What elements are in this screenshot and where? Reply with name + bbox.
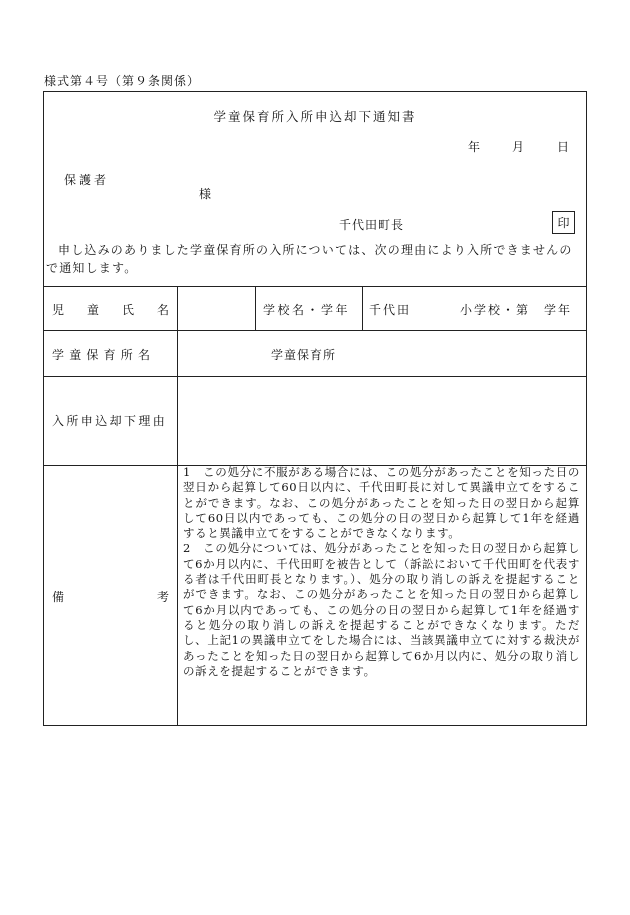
seal-label: 印 xyxy=(557,216,570,230)
notice-form xyxy=(43,91,587,726)
school-label-right-border xyxy=(362,286,363,330)
remarks-label xyxy=(52,588,169,605)
row-divider-2 xyxy=(44,376,586,377)
remarks-item-2: 2 この処分については、処分があったことを知った日の翌日から起算して6か月以内に、千代田町を被告として（訴訟において千代田町を代表する者は千代田町長となります。）、処分の取り消しの訴えを提起することができます。なお、この処分があったことを知った日の翌日から起算して6か月以内であっても、この処分の日の翌日から起算して1年を経過すると処分の取り消しの訴えを提起することができなくなります。ただし、上記1の異議申立てをした場合には、当該異議申立てに対する裁決があったことを知った日の翌日から起算して6か月以内に、処分の取り消しの訴えを提起することができます。 xyxy=(183,541,580,678)
table-top-border xyxy=(44,286,586,287)
school-label-left-border xyxy=(255,286,256,330)
child-name-label-char: 氏 xyxy=(121,303,134,317)
date-month-label: 月 xyxy=(512,140,525,154)
child-name-label-char: 童 xyxy=(86,303,99,317)
row-divider-1 xyxy=(44,330,586,331)
school-grade-value: 小学校・第 学年 xyxy=(460,303,573,317)
remarks-text xyxy=(177,465,586,679)
child-name-label xyxy=(52,301,169,318)
date-day-label: 日 xyxy=(557,140,570,154)
child-name-label-char: 名 xyxy=(156,303,169,317)
facility-label: 学童保育所名 xyxy=(52,348,156,362)
form-number-label: 様式第４号（第９条関係） xyxy=(44,74,201,88)
sender-name: 千代田町長 xyxy=(339,218,405,232)
intro-body: 申し込みのありました学童保育所の入所については、次の理由により入所できませんので通知します。 xyxy=(46,243,573,275)
remarks-label-char: 備 xyxy=(52,590,65,604)
date-year-label: 年 xyxy=(468,140,481,154)
remarks-item-1: 1 この処分に不服がある場合には、この処分があったことを知った日の翌日から起算して60日以内に、千代田町長に対して異議申立てをすることができます。なお、この処分があったことを知った日の翌日から起算して60日以内であっても、この処分の日の翌日から起算して1年を経過すると異議申立てをすることができなくなります。 xyxy=(183,465,580,541)
facility-value: 学童保育所 xyxy=(271,348,337,362)
school-grade-label: 学校名・学年 xyxy=(263,303,351,317)
seal-stamp-box xyxy=(552,211,575,234)
intro-indent xyxy=(46,243,58,257)
rejection-reason-label: 入所申込却下理由 xyxy=(52,414,168,428)
guardian-label: 保護者 xyxy=(64,173,110,187)
form-title: 学童保育所入所申込却下通知書 xyxy=(213,109,417,124)
remarks-label-char: 考 xyxy=(156,590,169,604)
school-town-value: 千代田 xyxy=(369,303,412,317)
intro-text xyxy=(44,241,588,277)
child-name-label-char: 児 xyxy=(52,303,65,317)
guardian-honorific: 様 xyxy=(199,187,212,201)
